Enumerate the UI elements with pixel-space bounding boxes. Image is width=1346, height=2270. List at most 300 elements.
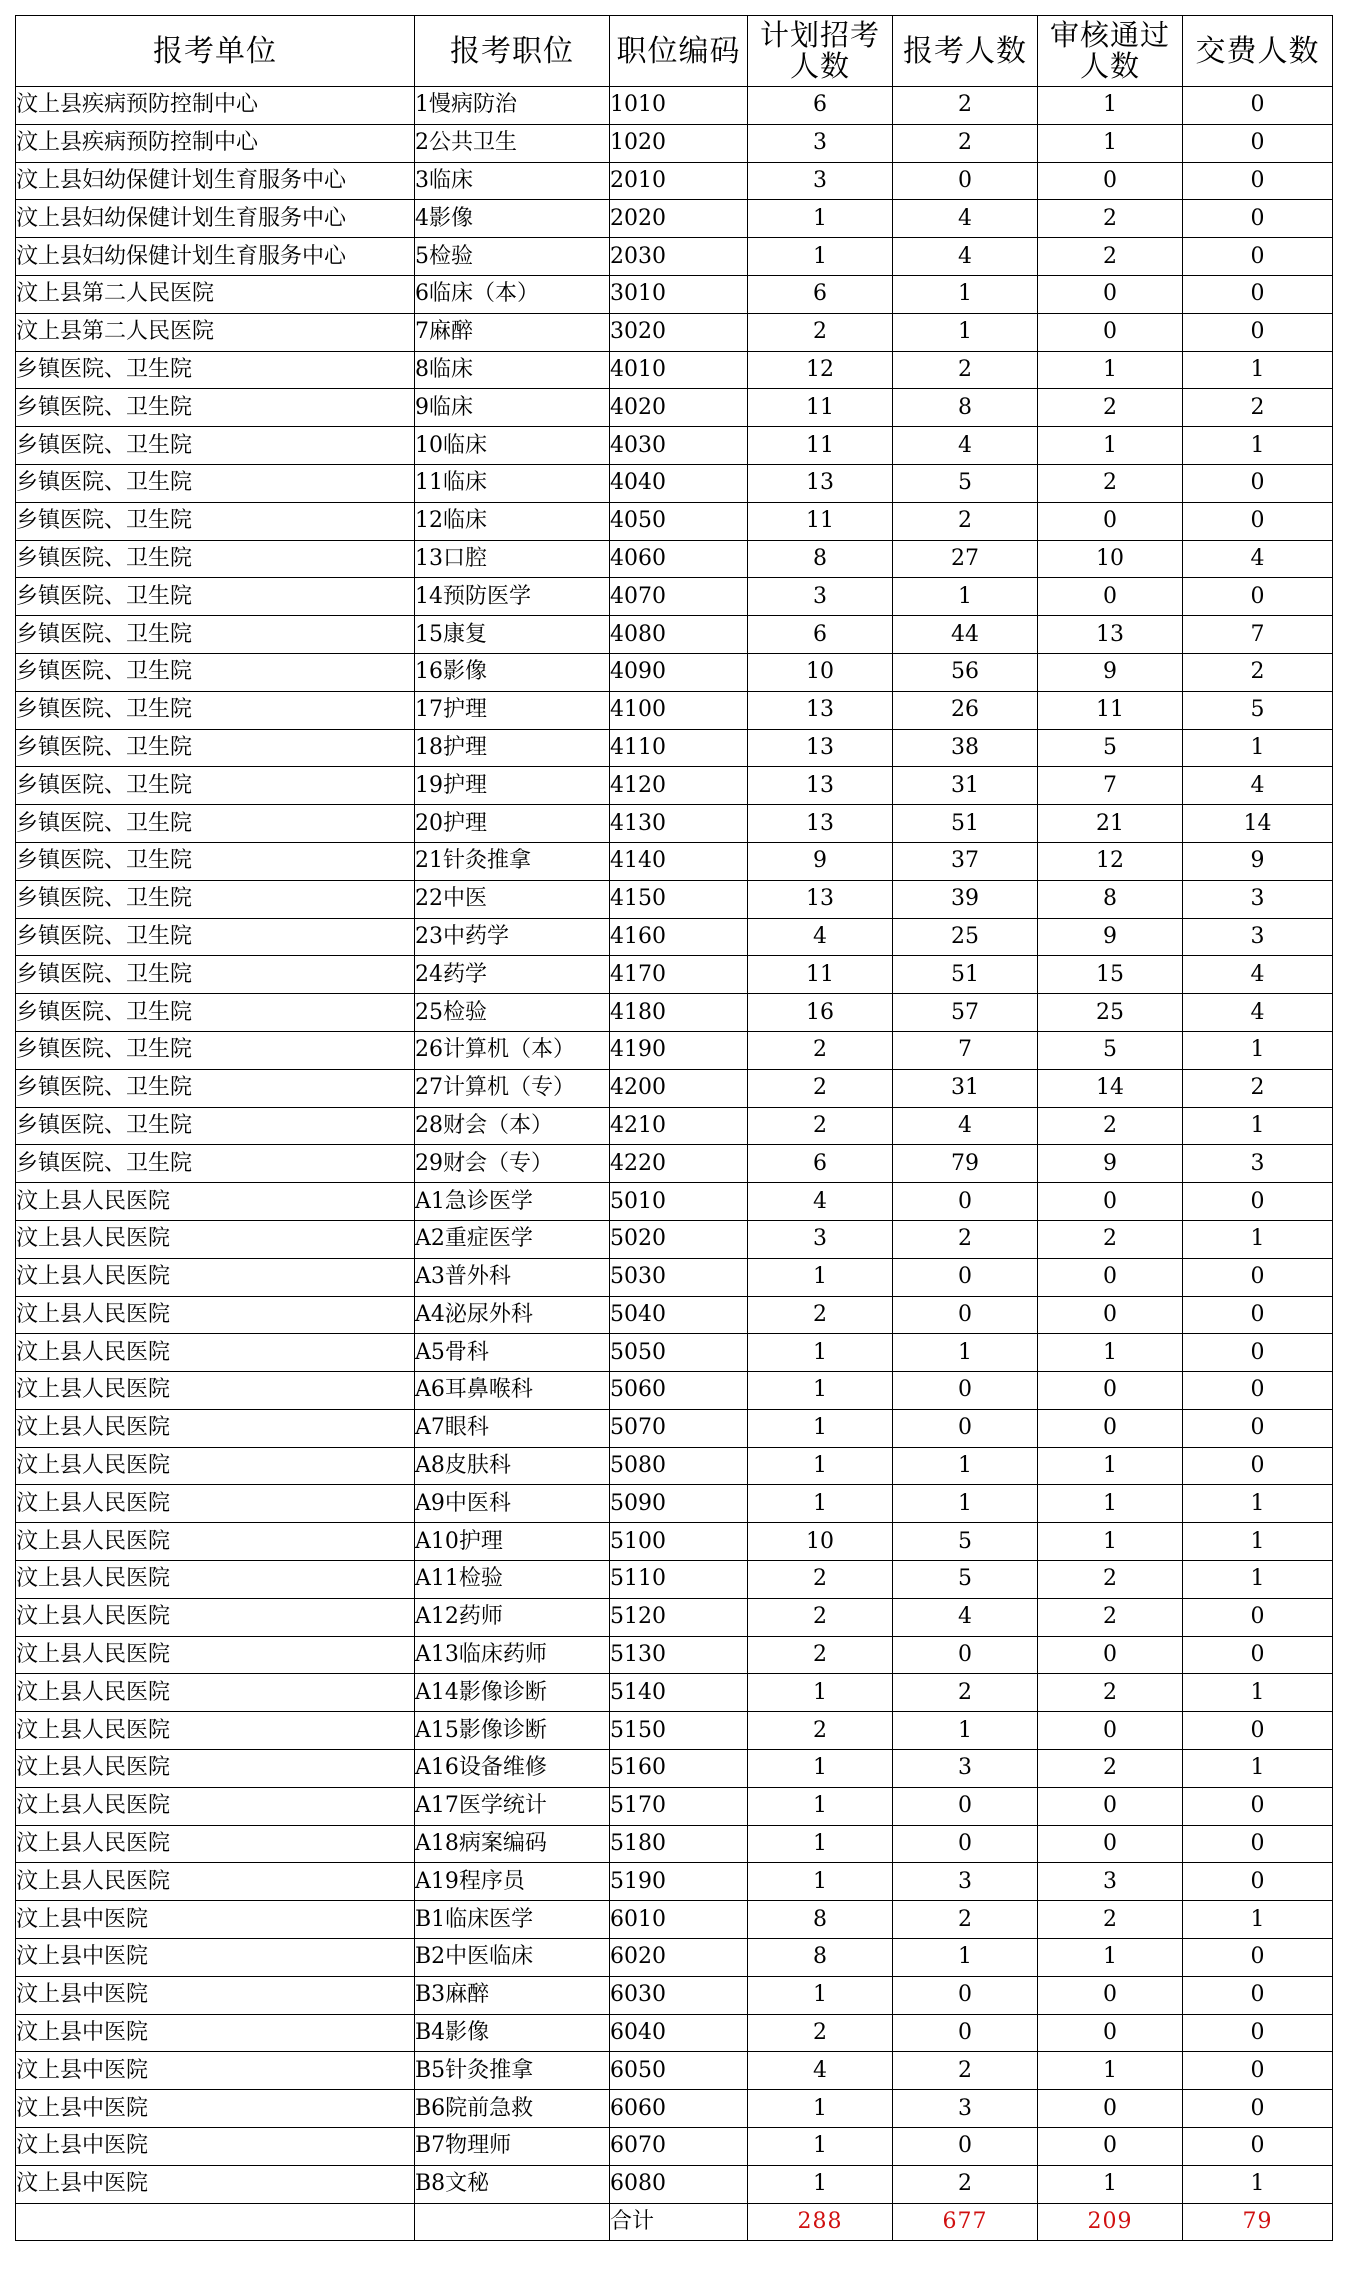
position-cell: 25检验 — [415, 994, 610, 1032]
planned-count-cell: 13 — [748, 767, 893, 805]
approved-count-cell: 0 — [1038, 313, 1183, 351]
position-code-cell: 2020 — [610, 200, 748, 238]
unit-cell: 汶上县中医院 — [16, 2014, 415, 2052]
approved-count-cell: 1 — [1038, 427, 1183, 465]
position-code-cell: 5040 — [610, 1296, 748, 1334]
applied-count-cell: 2 — [893, 2052, 1038, 2090]
planned-count-cell: 1 — [748, 1372, 893, 1410]
approved-count-cell: 7 — [1038, 767, 1183, 805]
table-row — [16, 427, 1333, 465]
planned-count-cell: 9 — [748, 842, 893, 880]
applied-count-cell: 39 — [893, 880, 1038, 918]
paid-count-cell: 0 — [1183, 1939, 1333, 1977]
table-row — [16, 1825, 1333, 1863]
approved-count-cell: 5 — [1038, 1031, 1183, 1069]
position-code-cell: 3020 — [610, 313, 748, 351]
applied-count-cell: 5 — [893, 464, 1038, 502]
planned-count-cell: 3 — [748, 162, 893, 200]
position-code-cell: 5130 — [610, 1636, 748, 1674]
approved-count-cell: 2 — [1038, 1901, 1183, 1939]
header-paid-count: 交费人数 — [1183, 16, 1333, 87]
table-row — [16, 956, 1333, 994]
position-cell: 3临床 — [415, 162, 610, 200]
approved-count-cell: 0 — [1038, 1825, 1183, 1863]
unit-cell: 乡镇医院、卫生院 — [16, 653, 415, 691]
position-cell: 16影像 — [415, 653, 610, 691]
header-position: 报考职位 — [415, 16, 610, 87]
position-cell: A6耳鼻喉科 — [415, 1372, 610, 1410]
paid-count-cell: 14 — [1183, 805, 1333, 843]
applied-count-cell: 0 — [893, 1636, 1038, 1674]
paid-count-cell: 2 — [1183, 389, 1333, 427]
position-cell: 7麻醉 — [415, 313, 610, 351]
paid-count-cell: 1 — [1183, 1107, 1333, 1145]
position-cell: 29财会（专） — [415, 1145, 610, 1183]
paid-count-cell: 1 — [1183, 1674, 1333, 1712]
approved-count-cell: 25 — [1038, 994, 1183, 1032]
position-code-cell: 3010 — [610, 275, 748, 313]
table-row — [16, 1107, 1333, 1145]
total-planned-count: 288 — [748, 2203, 893, 2241]
position-code-cell: 5060 — [610, 1372, 748, 1410]
paid-count-cell: 0 — [1183, 1296, 1333, 1334]
table-row — [16, 1523, 1333, 1561]
position-code-cell: 4160 — [610, 918, 748, 956]
position-code-cell: 2010 — [610, 162, 748, 200]
unit-cell: 汶上县疾病预防控制中心 — [16, 124, 415, 162]
unit-cell: 乡镇医院、卫生院 — [16, 1031, 415, 1069]
planned-count-cell: 11 — [748, 502, 893, 540]
position-code-cell: 4200 — [610, 1069, 748, 1107]
unit-cell: 汶上县中医院 — [16, 1939, 415, 1977]
applied-count-cell: 2 — [893, 502, 1038, 540]
total-empty-position-cell — [415, 2203, 610, 2241]
planned-count-cell: 6 — [748, 275, 893, 313]
position-code-cell: 4180 — [610, 994, 748, 1032]
applied-count-cell: 0 — [893, 2014, 1038, 2052]
approved-count-cell: 2 — [1038, 1750, 1183, 1788]
paid-count-cell: 0 — [1183, 238, 1333, 276]
approved-count-cell: 0 — [1038, 1976, 1183, 2014]
approved-count-cell: 1 — [1038, 87, 1183, 125]
planned-count-cell: 6 — [748, 616, 893, 654]
position-code-cell: 5190 — [610, 1863, 748, 1901]
planned-count-cell: 11 — [748, 956, 893, 994]
position-cell: A16设备维修 — [415, 1750, 610, 1788]
total-approved-count: 209 — [1038, 2203, 1183, 2241]
applied-count-cell: 0 — [893, 2128, 1038, 2166]
planned-count-cell: 2 — [748, 1069, 893, 1107]
position-code-cell: 5140 — [610, 1674, 748, 1712]
applied-count-cell: 79 — [893, 1145, 1038, 1183]
table-row — [16, 767, 1333, 805]
table-row — [16, 616, 1333, 654]
paid-count-cell: 0 — [1183, 1334, 1333, 1372]
paid-count-cell: 0 — [1183, 275, 1333, 313]
table-row — [16, 1183, 1333, 1221]
unit-cell: 乡镇医院、卫生院 — [16, 956, 415, 994]
header-unit: 报考单位 — [16, 16, 415, 87]
planned-count-cell: 8 — [748, 1939, 893, 1977]
applied-count-cell: 56 — [893, 653, 1038, 691]
planned-count-cell: 13 — [748, 880, 893, 918]
unit-cell: 汶上县第二人民医院 — [16, 275, 415, 313]
approved-count-cell: 0 — [1038, 1372, 1183, 1410]
position-cell: A12药师 — [415, 1598, 610, 1636]
total-empty-unit-cell — [16, 2203, 415, 2241]
header-approved-count: 审核通过人数 — [1038, 16, 1183, 87]
table-row — [16, 351, 1333, 389]
planned-count-cell: 16 — [748, 994, 893, 1032]
approved-count-cell: 21 — [1038, 805, 1183, 843]
applied-count-cell: 2 — [893, 87, 1038, 125]
paid-count-cell: 1 — [1183, 1523, 1333, 1561]
unit-cell: 汶上县第二人民医院 — [16, 313, 415, 351]
approved-count-cell: 2 — [1038, 1561, 1183, 1599]
total-label: 合计 — [610, 2203, 748, 2241]
position-cell: A13临床药师 — [415, 1636, 610, 1674]
position-cell: 11临床 — [415, 464, 610, 502]
unit-cell: 乡镇医院、卫生院 — [16, 1069, 415, 1107]
unit-cell: 汶上县人民医院 — [16, 1750, 415, 1788]
paid-count-cell: 0 — [1183, 1598, 1333, 1636]
approved-count-cell: 2 — [1038, 1598, 1183, 1636]
planned-count-cell: 1 — [748, 1334, 893, 1372]
position-code-cell: 5080 — [610, 1447, 748, 1485]
paid-count-cell: 0 — [1183, 2014, 1333, 2052]
unit-cell: 乡镇医院、卫生院 — [16, 842, 415, 880]
unit-cell: 汶上县人民医院 — [16, 1220, 415, 1258]
position-code-cell: 5160 — [610, 1750, 748, 1788]
planned-count-cell: 2 — [748, 313, 893, 351]
paid-count-cell: 4 — [1183, 767, 1333, 805]
table-row — [16, 1636, 1333, 1674]
paid-count-cell: 1 — [1183, 2165, 1333, 2203]
table-row — [16, 2128, 1333, 2166]
unit-cell: 汶上县人民医院 — [16, 1598, 415, 1636]
planned-count-cell: 1 — [748, 1674, 893, 1712]
planned-count-cell: 2 — [748, 1636, 893, 1674]
table-row — [16, 2090, 1333, 2128]
unit-cell: 汶上县中医院 — [16, 2128, 415, 2166]
approved-count-cell: 0 — [1038, 1787, 1183, 1825]
position-cell: 2公共卫生 — [415, 124, 610, 162]
paid-count-cell: 1 — [1183, 351, 1333, 389]
unit-cell: 乡镇医院、卫生院 — [16, 540, 415, 578]
position-cell: 12临床 — [415, 502, 610, 540]
header-applied-count: 报考人数 — [893, 16, 1038, 87]
unit-cell: 乡镇医院、卫生院 — [16, 1145, 415, 1183]
paid-count-cell: 0 — [1183, 200, 1333, 238]
table-row — [16, 1712, 1333, 1750]
applied-count-cell: 51 — [893, 805, 1038, 843]
unit-cell: 汶上县中医院 — [16, 1976, 415, 2014]
paid-count-cell: 2 — [1183, 1069, 1333, 1107]
unit-cell: 汶上县人民医院 — [16, 1372, 415, 1410]
position-cell: 15康复 — [415, 616, 610, 654]
approved-count-cell: 0 — [1038, 275, 1183, 313]
table-row — [16, 275, 1333, 313]
table-row — [16, 653, 1333, 691]
table-row — [16, 124, 1333, 162]
unit-cell: 乡镇医院、卫生院 — [16, 918, 415, 956]
unit-cell: 乡镇医院、卫生院 — [16, 427, 415, 465]
applied-count-cell: 2 — [893, 1220, 1038, 1258]
position-cell: B4影像 — [415, 2014, 610, 2052]
table-row — [16, 1296, 1333, 1334]
applied-count-cell: 37 — [893, 842, 1038, 880]
position-cell: B6院前急救 — [415, 2090, 610, 2128]
unit-cell: 乡镇医院、卫生院 — [16, 994, 415, 1032]
unit-cell: 汶上县人民医院 — [16, 1561, 415, 1599]
table-row — [16, 1750, 1333, 1788]
approved-count-cell: 10 — [1038, 540, 1183, 578]
position-code-cell: 6060 — [610, 2090, 748, 2128]
table-row — [16, 1334, 1333, 1372]
position-cell: A19程序员 — [415, 1863, 610, 1901]
position-cell: A4泌尿外科 — [415, 1296, 610, 1334]
approved-count-cell: 0 — [1038, 1296, 1183, 1334]
applied-count-cell: 1 — [893, 1485, 1038, 1523]
table-row — [16, 502, 1333, 540]
planned-count-cell: 1 — [748, 1447, 893, 1485]
applied-count-cell: 0 — [893, 1825, 1038, 1863]
paid-count-cell: 0 — [1183, 2052, 1333, 2090]
unit-cell: 汶上县人民医院 — [16, 1523, 415, 1561]
planned-count-cell: 2 — [748, 1561, 893, 1599]
total-paid-count: 79 — [1183, 2203, 1333, 2241]
applied-count-cell: 4 — [893, 1598, 1038, 1636]
planned-count-cell: 1 — [748, 1976, 893, 2014]
planned-count-cell: 1 — [748, 238, 893, 276]
position-code-cell: 4080 — [610, 616, 748, 654]
planned-count-cell: 1 — [748, 1863, 893, 1901]
table-row — [16, 1069, 1333, 1107]
position-code-cell: 5120 — [610, 1598, 748, 1636]
position-code-cell: 4030 — [610, 427, 748, 465]
position-cell: A11检验 — [415, 1561, 610, 1599]
planned-count-cell: 10 — [748, 1523, 893, 1561]
paid-count-cell: 0 — [1183, 1825, 1333, 1863]
unit-cell: 汶上县妇幼保健计划生育服务中心 — [16, 200, 415, 238]
applied-count-cell: 2 — [893, 2165, 1038, 2203]
position-code-cell: 5100 — [610, 1523, 748, 1561]
position-cell: 22中医 — [415, 880, 610, 918]
total-row — [16, 2203, 1333, 2241]
paid-count-cell: 0 — [1183, 87, 1333, 125]
approved-count-cell: 1 — [1038, 351, 1183, 389]
table-row — [16, 162, 1333, 200]
position-cell: A17医学统计 — [415, 1787, 610, 1825]
applied-count-cell: 4 — [893, 200, 1038, 238]
position-code-cell: 5170 — [610, 1787, 748, 1825]
paid-count-cell: 0 — [1183, 162, 1333, 200]
table-row — [16, 1485, 1333, 1523]
position-cell: 9临床 — [415, 389, 610, 427]
table-row — [16, 1901, 1333, 1939]
unit-cell: 汶上县妇幼保健计划生育服务中心 — [16, 238, 415, 276]
position-cell: 19护理 — [415, 767, 610, 805]
position-cell: B1临床医学 — [415, 1901, 610, 1939]
paid-count-cell: 0 — [1183, 578, 1333, 616]
planned-count-cell: 1 — [748, 1787, 893, 1825]
position-code-cell: 5070 — [610, 1409, 748, 1447]
applied-count-cell: 26 — [893, 691, 1038, 729]
header-position-code: 职位编码 — [610, 16, 748, 87]
unit-cell: 汶上县中医院 — [16, 2090, 415, 2128]
approved-count-cell: 0 — [1038, 1712, 1183, 1750]
unit-cell: 汶上县人民医院 — [16, 1712, 415, 1750]
paid-count-cell: 0 — [1183, 1183, 1333, 1221]
unit-cell: 乡镇医院、卫生院 — [16, 464, 415, 502]
position-cell: B5针灸推拿 — [415, 2052, 610, 2090]
position-cell: 5检验 — [415, 238, 610, 276]
position-cell: A5骨科 — [415, 1334, 610, 1372]
planned-count-cell: 12 — [748, 351, 893, 389]
planned-count-cell: 2 — [748, 1712, 893, 1750]
unit-cell: 乡镇医院、卫生院 — [16, 691, 415, 729]
table-body — [16, 87, 1333, 2241]
position-cell: A14影像诊断 — [415, 1674, 610, 1712]
unit-cell: 汶上县中医院 — [16, 1901, 415, 1939]
table-row — [16, 729, 1333, 767]
paid-count-cell: 7 — [1183, 616, 1333, 654]
position-code-cell: 5020 — [610, 1220, 748, 1258]
paid-count-cell: 1 — [1183, 1901, 1333, 1939]
applied-count-cell: 25 — [893, 918, 1038, 956]
position-code-cell: 4090 — [610, 653, 748, 691]
approved-count-cell: 9 — [1038, 653, 1183, 691]
table-row — [16, 2052, 1333, 2090]
paid-count-cell: 3 — [1183, 1145, 1333, 1183]
applied-count-cell: 2 — [893, 351, 1038, 389]
position-cell: A7眼科 — [415, 1409, 610, 1447]
position-cell: 21针灸推拿 — [415, 842, 610, 880]
position-cell: 14预防医学 — [415, 578, 610, 616]
unit-cell: 汶上县人民医院 — [16, 1334, 415, 1372]
position-code-cell: 4190 — [610, 1031, 748, 1069]
approved-count-cell: 0 — [1038, 1258, 1183, 1296]
table-row — [16, 464, 1333, 502]
unit-cell: 乡镇医院、卫生院 — [16, 880, 415, 918]
paid-count-cell: 4 — [1183, 540, 1333, 578]
paid-count-cell: 3 — [1183, 918, 1333, 956]
paid-count-cell: 0 — [1183, 1258, 1333, 1296]
approved-count-cell: 12 — [1038, 842, 1183, 880]
table-row — [16, 691, 1333, 729]
paid-count-cell: 4 — [1183, 956, 1333, 994]
paid-count-cell: 3 — [1183, 880, 1333, 918]
approved-count-cell: 0 — [1038, 1409, 1183, 1447]
paid-count-cell: 0 — [1183, 1787, 1333, 1825]
planned-count-cell: 2 — [748, 2014, 893, 2052]
applied-count-cell: 1 — [893, 1712, 1038, 1750]
approved-count-cell: 1 — [1038, 124, 1183, 162]
planned-count-cell: 2 — [748, 1107, 893, 1145]
paid-count-cell: 9 — [1183, 842, 1333, 880]
paid-count-cell: 0 — [1183, 2128, 1333, 2166]
planned-count-cell: 3 — [748, 124, 893, 162]
table-row — [16, 1031, 1333, 1069]
unit-cell: 汶上县人民医院 — [16, 1863, 415, 1901]
applied-count-cell: 3 — [893, 1750, 1038, 1788]
table-header — [16, 16, 1333, 87]
position-code-cell: 4020 — [610, 389, 748, 427]
unit-cell: 汶上县中医院 — [16, 2165, 415, 2203]
position-cell: A3普外科 — [415, 1258, 610, 1296]
table-row — [16, 1447, 1333, 1485]
unit-cell: 汶上县人民医院 — [16, 1409, 415, 1447]
approved-count-cell: 2 — [1038, 1107, 1183, 1145]
recruitment-table — [15, 15, 1333, 2241]
table-row — [16, 2014, 1333, 2052]
planned-count-cell: 13 — [748, 805, 893, 843]
position-code-cell: 4130 — [610, 805, 748, 843]
planned-count-cell: 6 — [748, 87, 893, 125]
position-code-cell: 4170 — [610, 956, 748, 994]
approved-count-cell: 11 — [1038, 691, 1183, 729]
paid-count-cell: 0 — [1183, 1447, 1333, 1485]
unit-cell: 汶上县人民医院 — [16, 1183, 415, 1221]
position-code-cell: 4150 — [610, 880, 748, 918]
unit-cell: 乡镇医院、卫生院 — [16, 767, 415, 805]
approved-count-cell: 0 — [1038, 1183, 1183, 1221]
position-cell: 18护理 — [415, 729, 610, 767]
position-cell: B2中医临床 — [415, 1939, 610, 1977]
approved-count-cell: 0 — [1038, 162, 1183, 200]
position-code-cell: 4220 — [610, 1145, 748, 1183]
unit-cell: 汶上县人民医院 — [16, 1296, 415, 1334]
position-code-cell: 5010 — [610, 1183, 748, 1221]
applied-count-cell: 0 — [893, 1409, 1038, 1447]
planned-count-cell: 4 — [748, 918, 893, 956]
table-row — [16, 540, 1333, 578]
table-row — [16, 994, 1333, 1032]
unit-cell: 汶上县人民医院 — [16, 1447, 415, 1485]
approved-count-cell: 0 — [1038, 2128, 1183, 2166]
planned-count-cell: 1 — [748, 200, 893, 238]
table-row — [16, 1372, 1333, 1410]
planned-count-cell: 1 — [748, 1485, 893, 1523]
applied-count-cell: 1 — [893, 1939, 1038, 1977]
position-code-cell: 2030 — [610, 238, 748, 276]
applied-count-cell: 2 — [893, 1674, 1038, 1712]
approved-count-cell: 1 — [1038, 2052, 1183, 2090]
approved-count-cell: 2 — [1038, 200, 1183, 238]
position-cell: B7物理师 — [415, 2128, 610, 2166]
position-cell: 10临床 — [415, 427, 610, 465]
planned-count-cell: 3 — [748, 1220, 893, 1258]
planned-count-cell: 10 — [748, 653, 893, 691]
unit-cell: 乡镇医院、卫生院 — [16, 616, 415, 654]
position-code-cell: 5110 — [610, 1561, 748, 1599]
paid-count-cell: 0 — [1183, 1712, 1333, 1750]
planned-count-cell: 1 — [748, 2128, 893, 2166]
table-row — [16, 1787, 1333, 1825]
header-planned-count: 计划招考人数 — [748, 16, 893, 87]
applied-count-cell: 51 — [893, 956, 1038, 994]
position-cell: 1慢病防治 — [415, 87, 610, 125]
position-code-cell: 4040 — [610, 464, 748, 502]
applied-count-cell: 8 — [893, 389, 1038, 427]
position-code-cell: 6070 — [610, 2128, 748, 2166]
approved-count-cell: 9 — [1038, 1145, 1183, 1183]
unit-cell: 乡镇医院、卫生院 — [16, 729, 415, 767]
unit-cell: 乡镇医院、卫生院 — [16, 351, 415, 389]
approved-count-cell: 0 — [1038, 578, 1183, 616]
approved-count-cell: 2 — [1038, 1674, 1183, 1712]
paid-count-cell: 1 — [1183, 1031, 1333, 1069]
